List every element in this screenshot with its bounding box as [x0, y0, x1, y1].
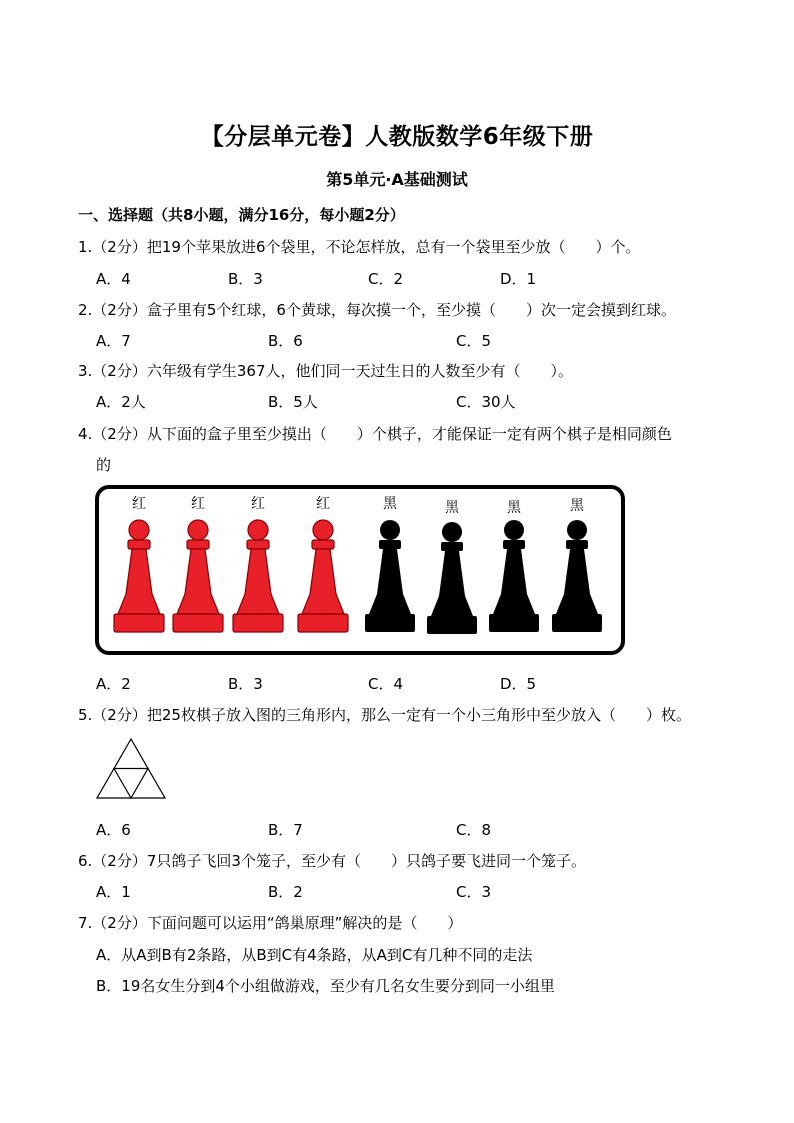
q6-option-a: A．1 — [96, 883, 131, 901]
q7-option-a: A．从A到B有2条路，从B到C有4条路，从A到C有几种不同的走法 — [96, 946, 533, 964]
red-pawn-1 — [114, 520, 164, 632]
q3-option-a: A．2人 — [96, 393, 146, 411]
q6-option-b: B．2 — [268, 883, 303, 901]
chess-pieces-box-figure — [94, 484, 626, 656]
question-3-stem: 3.（2分）六年级有学生367人，他们同一天过生日的人数至少有（ ）。 — [78, 362, 573, 380]
q1-option-b: B．3 — [228, 270, 263, 288]
inner-triangle — [114, 769, 148, 799]
black-pawn-3 — [489, 520, 539, 632]
q7-option-b: B．19名女生分到4个小组做游戏，至少有几名女生要分到同一小组里 — [96, 977, 555, 995]
q5-option-b: B．7 — [268, 821, 303, 839]
question-6-stem: 6.（2分）7只鸽子飞回3个笼子，至少有（ ）只鸽子要飞进同一个笼子。 — [78, 852, 586, 870]
q4-option-b: B．3 — [228, 675, 263, 693]
q5-option-a: A．6 — [96, 821, 131, 839]
piece-label-7: 黑 — [507, 500, 521, 516]
piece-label-1: 红 — [132, 496, 146, 512]
q6-option-c: C．3 — [456, 883, 492, 901]
page-title: 【分层单元卷】人教版数学6年级下册 — [200, 124, 594, 150]
piece-label-3: 红 — [251, 496, 265, 512]
q4-option-c: C．4 — [368, 675, 404, 693]
q2-option-c: C．5 — [456, 332, 492, 350]
page-subtitle: 第5单元·A基础测试 — [326, 170, 468, 189]
piece-label-6: 黑 — [445, 500, 459, 516]
q4-option-a: A．2 — [96, 675, 131, 693]
question-7-stem: 7.（2分）下面问题可以运用“鸽巢原理”解决的是（ ） — [78, 914, 463, 932]
question-4-stem-continued: 的 — [96, 456, 112, 474]
question-1-stem: 1.（2分）把19个苹果放进6个袋里，不论怎样放，总有一个袋里至少放（ ）个。 — [78, 238, 641, 256]
piece-label-2: 红 — [191, 496, 205, 512]
q2-option-a: A．7 — [96, 332, 131, 350]
red-pawn-2 — [173, 520, 223, 632]
black-pawn-1 — [365, 520, 415, 632]
piece-label-4: 红 — [316, 496, 330, 512]
q4-option-d: D．5 — [500, 675, 537, 693]
question-4-stem: 4.（2分）从下面的盒子里至少摸出（ ）个棋子，才能保证一定有两个棋子是相同颜色 — [78, 425, 672, 443]
q1-option-a: A．4 — [96, 270, 131, 288]
red-pawn-4 — [298, 520, 348, 632]
question-5-stem: 5.（2分）把25枚棋子放入图的三角形内，那么一定有一个小三角形中至少放入（ ）枚。 — [78, 706, 691, 724]
piece-label-5: 黑 — [383, 496, 397, 512]
section-heading: 一、选择题（共8小题，满分16分，每小题2分） — [78, 206, 405, 224]
q2-option-b: B．6 — [268, 332, 303, 350]
q3-option-b: B．5人 — [268, 393, 318, 411]
piece-label-8: 黑 — [570, 498, 584, 514]
black-pawn-4 — [552, 520, 602, 632]
q1-option-c: C．2 — [368, 270, 404, 288]
q3-option-c: C．30人 — [456, 393, 516, 411]
red-pawn-3 — [233, 520, 283, 632]
q1-option-d: D．1 — [500, 270, 537, 288]
q5-option-c: C．8 — [456, 821, 492, 839]
question-2-stem: 2.（2分）盒子里有5个红球，6个黄球，每次摸一个，至少摸（ ）次一定会摸到红球。 — [78, 301, 676, 319]
black-pawn-2 — [427, 522, 477, 634]
triangle-figure — [94, 736, 170, 802]
